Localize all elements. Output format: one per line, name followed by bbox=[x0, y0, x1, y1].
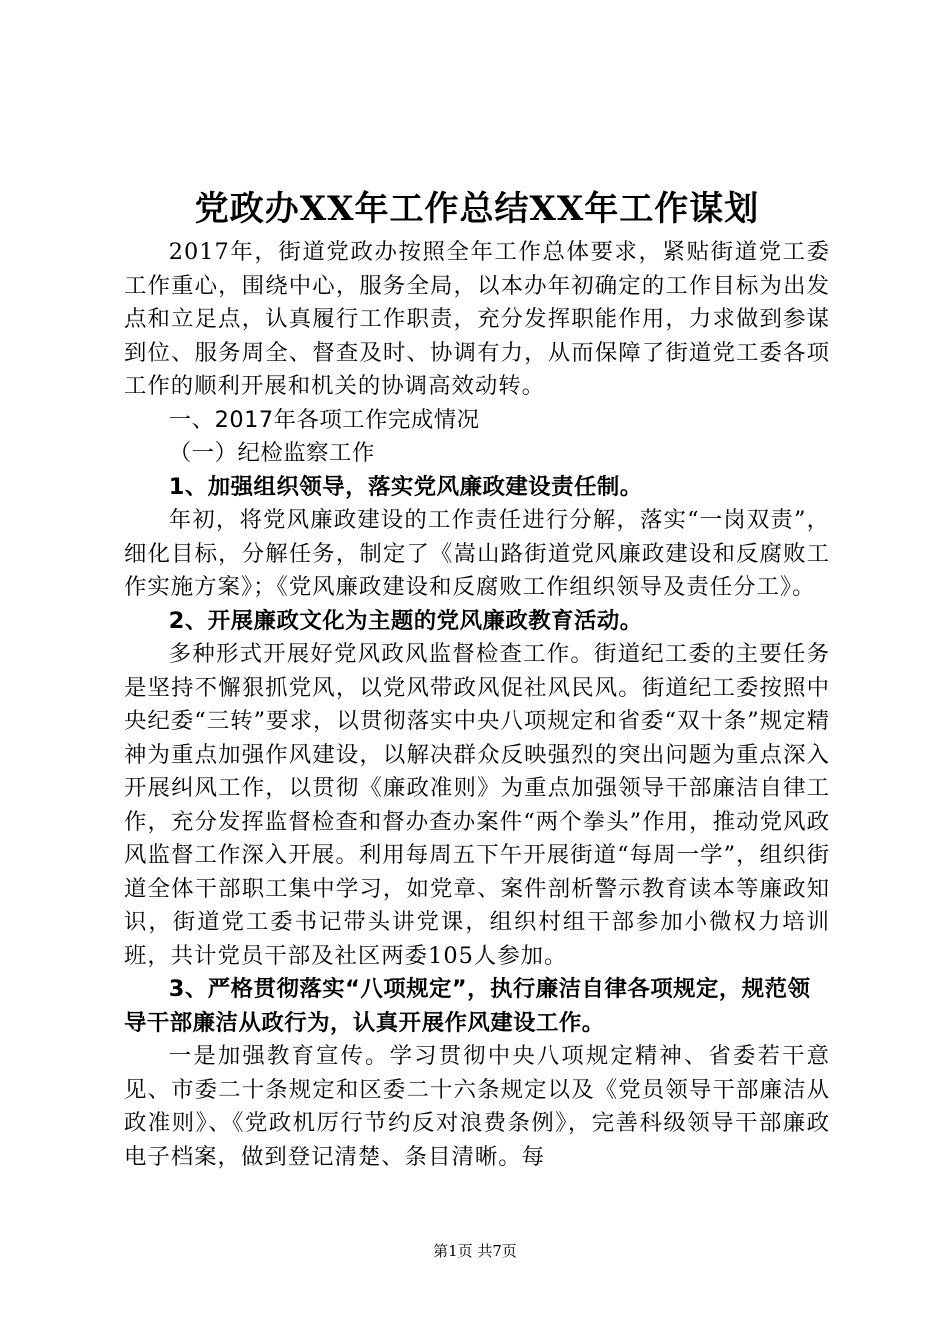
item-heading: 1、加强组织领导，落实党风廉政建设责任制。 bbox=[168, 473, 643, 500]
intro-paragraph: 2017年，街道党政办按照全年工作总体要求，紧贴街道党工委工作重心，围绕中心，服务全局，以本办年初确定的工作目标为出发点和立足点，认真履行工作职责，充分发挥职能作用，力求做到参谋到位、服务周全、督查及时、协调有力，从而保障了街道党工委各项工作的顺利开展和机关的协调高效动转。 bbox=[124, 239, 830, 399]
item-paragraph: 年初，将党风廉政建设的工作责任进行分解，落实“一岗双责”，细化目标，分解任务，制定了《嵩山路街道党风廉政建设和反腐败工作实施方案》；《党风廉政建设和反腐败工作组织领导及责任分工》。 bbox=[124, 507, 830, 600]
section-heading: 一、2017年各项工作完成情况 bbox=[168, 406, 480, 433]
document-title: 党政办XX年工作总结XX年工作谋划 bbox=[194, 189, 760, 229]
item-heading: 2、开展廉政文化为主题的党风廉政教育活动。 bbox=[168, 607, 643, 634]
subsection-heading: （一）纪检监察工作 bbox=[168, 440, 375, 466]
item-heading: 3、严格贯彻落实“八项规定”，执行廉洁自律各项规定，规范领导干部廉洁从政行为，认真开展作风建设工作。 bbox=[124, 976, 811, 1036]
item-paragraph: 多种形式开展好党风政风监督检查工作。街道纪工委的主要任务是坚持不懈狠抓党风，以党风带政风促社风民风。街道纪工委按照中央纪委“三转”要求，以贯彻落实中央八项规定和省委“双十条”规定精神为重点加强作风建设，以解决群众反映强烈的突出问题为重点深入开展纠风工作，以贯彻《廉政准则》为重点加强领导干部廉洁自律工作，充分发挥监督检查和督办查办案件“两个拳头”作用，推动党风政风监督工作深入开展。利用每周五下午开展街道“每周一学”，组织街道全体干部职工集中学习，如党章、案件剖析警示教育读本等廉政知识，街道党工委书记带头讲党课，组织村组干部参加小微权力培训班，共计党员干部及社区两委105人参加。 bbox=[124, 641, 830, 969]
document-body bbox=[124, 182, 830, 1174]
item-paragraph: 一是加强教育宣传。学习贯彻中央八项规定精神、省委若干意见、市委二十条规定和区委二十六条规定以及《党员领导干部廉洁从政准则》、《党政机厉行节约反对浪费条例》，完善科级领导干部廉政电子档案，做到登记清楚、条目清晰。每 bbox=[124, 1043, 830, 1170]
page-number: 第1页 共7页 bbox=[433, 1242, 517, 1260]
